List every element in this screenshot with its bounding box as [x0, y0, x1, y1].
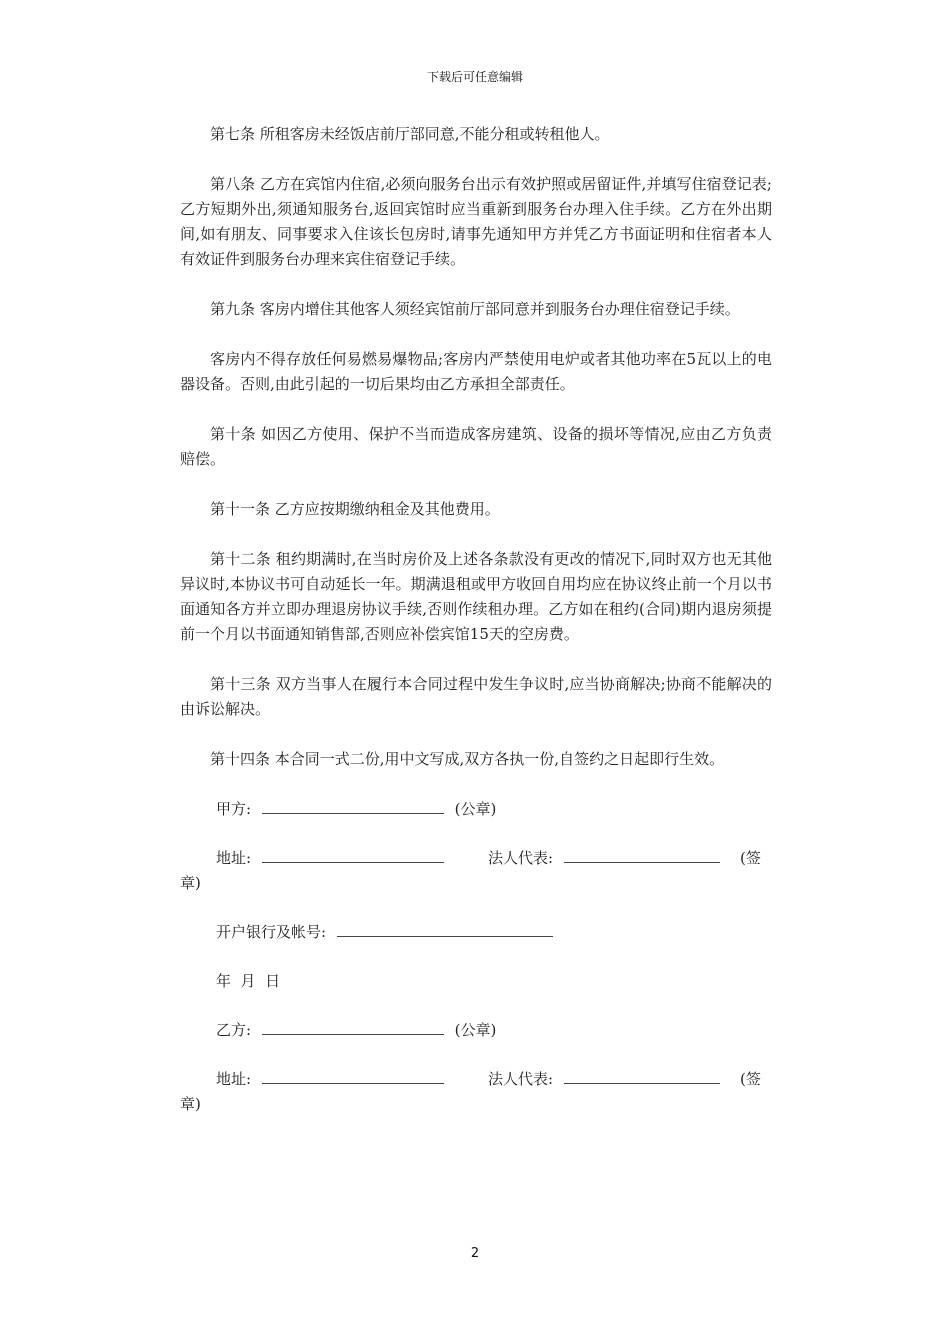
party-b-rep-blank[interactable] — [564, 1067, 720, 1084]
party-a-bank-line — [180, 920, 772, 945]
party-a-seal: (公章) — [454, 800, 497, 818]
clause-7: 第七条 所租客房未经饭店前厅部同意,不能分租或转租他人。 — [210, 125, 610, 143]
party-a-rep-blank[interactable] — [564, 846, 720, 863]
party-b-address-blank[interactable] — [262, 1067, 444, 1084]
party-a-blank[interactable] — [262, 797, 444, 814]
party-b-seal: (公章) — [454, 1021, 497, 1039]
clause-13: 第十三条 双方当事人在履行本合同过程中发生争议时,应当协商解决;协商不能解决的由诉讼解决。 — [180, 675, 772, 718]
clause-9-note: 客房内不得存放任何易燃易爆物品;客房内严禁使用电炉或者其他功率在5瓦以上的电器设备。否则,由此引起的一切后果均由乙方承担全部责任。 — [180, 350, 772, 393]
party-a-address-line — [180, 846, 772, 896]
clause-14: 第十四条 本合同一式二份,用中文写成,双方各执一份,自签约之日起即行生效。 — [210, 750, 725, 768]
party-a-date-line — [180, 969, 772, 994]
party-a-address-blank[interactable] — [262, 846, 444, 863]
page-number: 2 — [470, 1246, 480, 1261]
clause-8: 第八条 乙方在宾馆内住宿,必须向服务台出示有效护照或居留证件,并填写住宿登记表;乙方短期外出,须通知服务台,返回宾馆时应当重新到服务台办理入住手续。乙方在外出期间,如有朋友、同事要求入住该长包房时,请事先通知甲方并凭乙方书面证明和住宿者本人有效证件到服务台办理来宾住宿登记手续。 — [180, 175, 772, 268]
party-a-rep-group — [488, 846, 726, 871]
clause-10: 第十条 如因乙方使用、保护不当而造成客房建筑、设备的损坏等情况,应由乙方负责赔偿。 — [180, 425, 772, 468]
party-a-line — [180, 797, 772, 822]
party-b-label: 乙方: — [216, 1021, 252, 1039]
document-body — [180, 122, 772, 1141]
clause-9: 第九条 客房内增住其他客人须经宾馆前厅部同意并到服务台办理住宿登记手续。 — [210, 300, 740, 318]
party-a-sign-open: (签 — [740, 849, 761, 867]
party-a-sign-close: 章) — [180, 874, 201, 892]
party-a-rep-label: 法人代表: — [488, 849, 554, 867]
page-header: 下载后可任意编辑 — [426, 70, 523, 84]
party-b-sign-open: (签 — [740, 1070, 761, 1088]
clause-11: 第十一条 乙方应按期缴纳租金及其他费用。 — [210, 500, 500, 518]
party-b-line — [180, 1018, 772, 1043]
party-b-rep-label: 法人代表: — [488, 1070, 554, 1088]
party-a-label: 甲方: — [216, 800, 252, 818]
party-a-address-label: 地址: — [216, 849, 252, 867]
party-b-rep-group — [488, 1067, 726, 1092]
party-b-address-label: 地址: — [216, 1070, 252, 1088]
party-a-bank-blank[interactable] — [337, 920, 553, 937]
party-a-date: 年 月 日 — [216, 972, 281, 990]
clause-12: 第十二条 租约期满时,在当时房价及上述各条款没有更改的情况下,同时双方也无其他异议时,本协议书可自动延长一年。期满退租或甲方收回自用均应在协议终止前一个月以书面通知各方并立即办理退房协议手续,否则作续租办理。乙方如在租约(合同)期内退房须提前一个月以书面通知销售部,否则应补偿宾馆15天的空房费。 — [180, 550, 772, 643]
party-b-sign-close: 章) — [180, 1095, 201, 1113]
party-b-blank[interactable] — [262, 1018, 444, 1035]
party-a-bank-label: 开户银行及帐号: — [216, 923, 327, 941]
party-b-address-line — [180, 1067, 772, 1117]
